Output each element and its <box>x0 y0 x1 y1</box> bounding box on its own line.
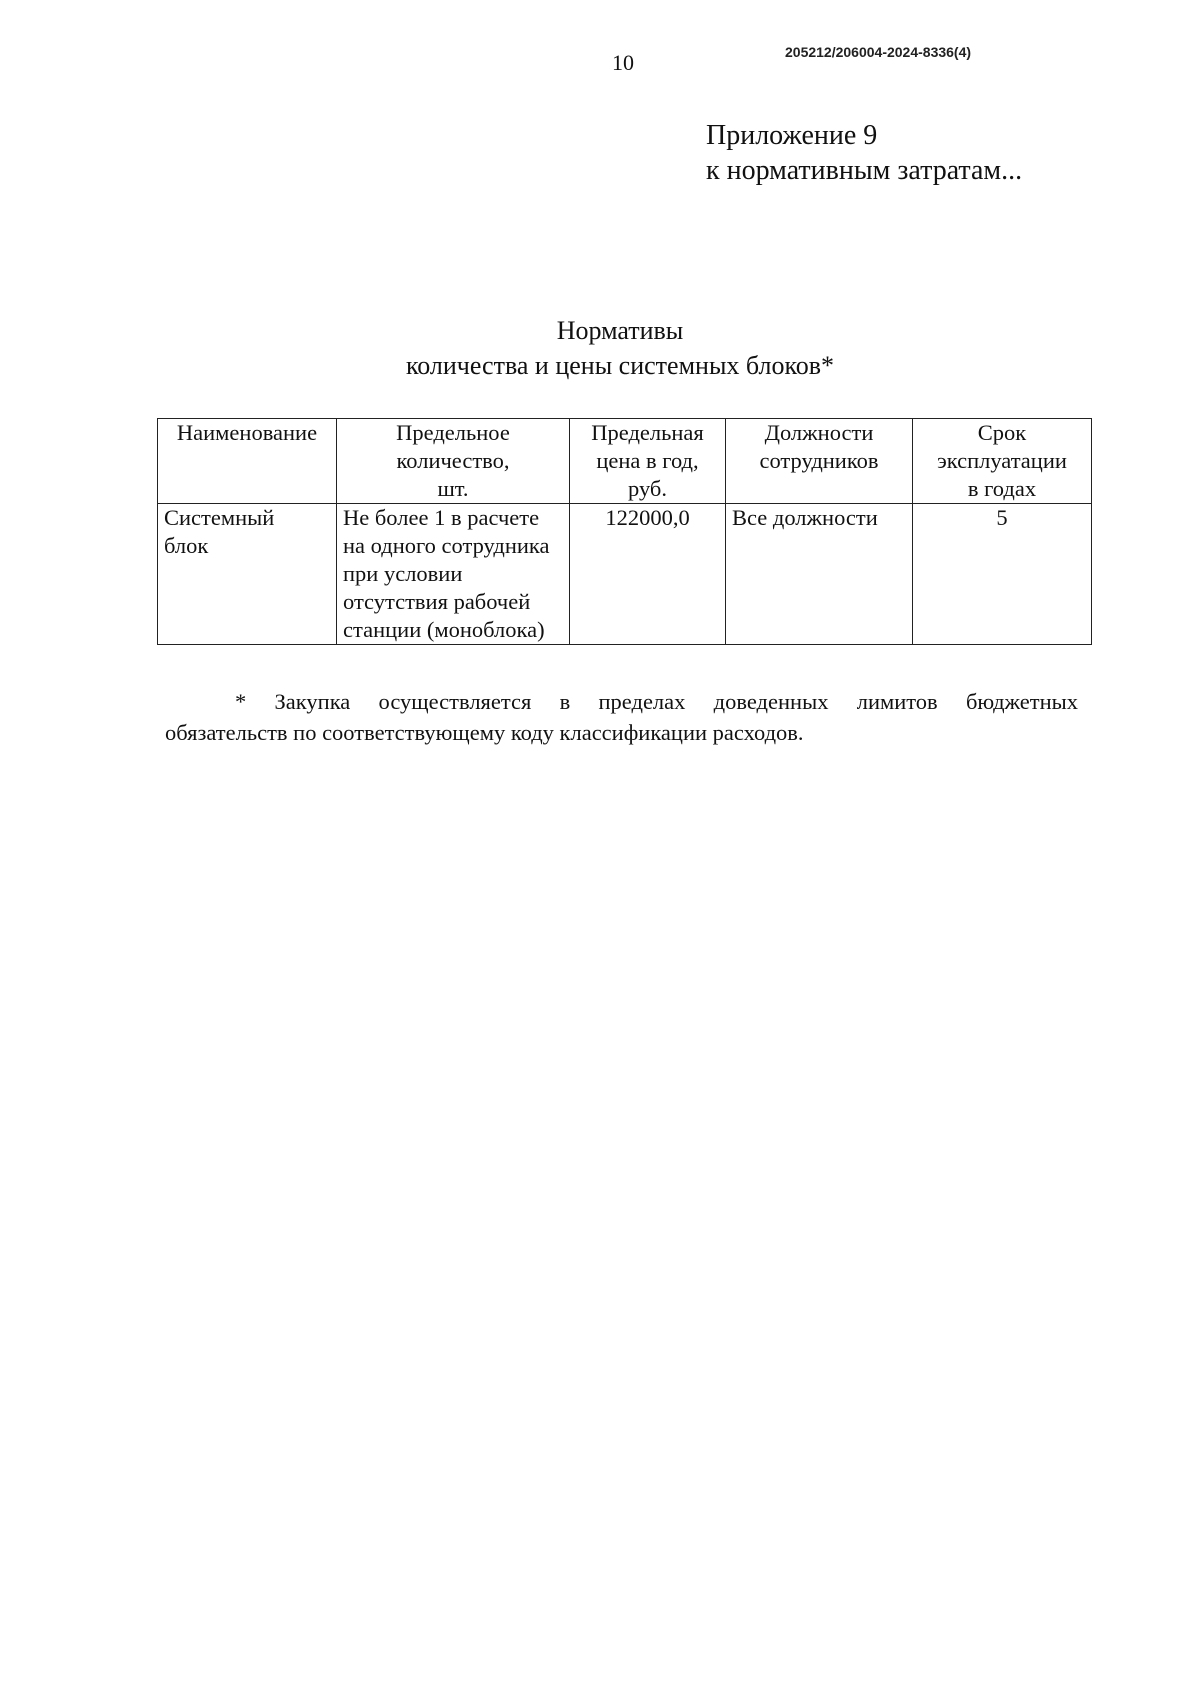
cell-price: 122000,0 <box>570 504 726 645</box>
title-line-1: Нормативы <box>556 316 684 345</box>
page-number: 10 <box>612 50 634 75</box>
table-row <box>158 504 1092 645</box>
table-header-row <box>158 419 1092 504</box>
appendix-line-2: к нормативным затратам... <box>706 155 1023 186</box>
footnote-line-1: * Закупка осуществляется в пределах доведенных лимитов бюджетных <box>235 689 1078 714</box>
norms-table <box>157 418 1092 645</box>
header-price: Предельная цена в год, руб. <box>570 419 726 504</box>
header-term: Срок эксплуатации в годах <box>913 419 1092 504</box>
cell-positions: Все должности <box>726 504 913 645</box>
header-positions: Должности сотрудников <box>726 419 913 504</box>
cell-name: Системный блок <box>158 504 337 645</box>
footnote-line-2: обязательств по соответствующему коду классификации расходов. <box>165 720 804 745</box>
header-quantity: Предельное количество, шт. <box>337 419 570 504</box>
document-number: 205212/206004-2024-8336(4) <box>785 44 972 60</box>
footnote <box>165 686 1078 748</box>
title-line-2: количества и цены системных блоков* <box>405 351 835 380</box>
header-name: Наименование <box>158 419 337 504</box>
cell-quantity: Не более 1 в расчете на одного сотрудника при условии отсутствия рабочей станции (моноблока) <box>337 504 570 645</box>
document-title <box>0 313 1200 383</box>
appendix-heading <box>706 118 1022 188</box>
appendix-line-1: Приложение 9 <box>706 120 878 151</box>
cell-term: 5 <box>913 504 1092 645</box>
